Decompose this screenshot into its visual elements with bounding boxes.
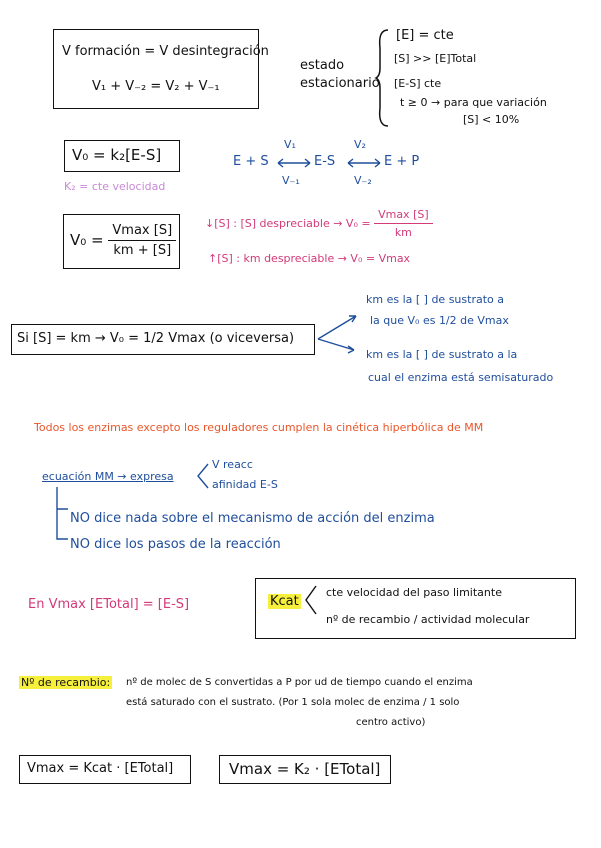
eq-mm-bracket xyxy=(196,462,210,492)
final-equation-2: Vmax = K₂ · [ETotal] xyxy=(229,760,381,778)
mm-numerator: Vmax [S] xyxy=(108,223,176,241)
stationary-label-2: estacionario xyxy=(300,76,380,91)
eq-mm-no-1: NO dice nada sobre el mecanismo de acción del enzima xyxy=(70,511,435,526)
eq-mm-label: ecuación MM → expresa xyxy=(42,470,174,483)
eq-mm-no-2: NO dice los pasos de la reacción xyxy=(70,537,281,552)
reaction-vm1: V₋₁ xyxy=(282,174,300,187)
km-def-1a: km es la [ ] de sustrato a xyxy=(366,293,504,306)
mm-denominator: km + [S] xyxy=(113,243,172,258)
low-s-text: ↓[S] : [S] despreciable → V₀ = xyxy=(205,217,371,230)
low-s-fraction xyxy=(374,208,433,239)
km-def-2a: km es la [ ] de sustrato a la xyxy=(366,348,518,361)
regulators-note: Todos los enzimas excepto los reguladores cumplen la cinética hiperbólica de MM xyxy=(34,421,484,434)
reaction-v2: V₂ xyxy=(354,138,366,151)
reaction-vm2: V₋₂ xyxy=(354,174,372,187)
kcat-label: Kcat xyxy=(270,594,299,609)
mm-fraction xyxy=(108,223,176,258)
stationary-cond-2: [S] >> [E]Total xyxy=(394,52,477,65)
recambio-line-2: está saturado con el sustrato. (Por 1 sola molec de enzima / 1 solo xyxy=(126,697,460,708)
formation-line-1: V formación = V desintegración xyxy=(62,44,269,59)
kcat-item-2: nº de recambio / actividad molecular xyxy=(326,613,530,626)
reaction-arrow-2 xyxy=(346,158,382,168)
eq-mm-item-1: V reacc xyxy=(212,458,253,471)
mm-lhs: V₀ = xyxy=(70,231,104,249)
stationary-cond-4b: [S] < 10% xyxy=(463,113,520,126)
stationary-cond-4: t ≥ 0 → para que variación xyxy=(400,96,547,109)
recambio-line-3: centro activo) xyxy=(356,717,426,728)
v0-equation: V₀ = k₂[E-S] xyxy=(72,146,162,164)
si-branch-arrows xyxy=(316,312,360,354)
stationary-label-1: estado xyxy=(300,58,345,73)
reaction-ep: E + P xyxy=(384,154,420,169)
mm-equation xyxy=(70,223,176,258)
kcat-bracket xyxy=(304,584,318,618)
vmax-line: En Vmax [ETotal] = [E-S] xyxy=(28,597,190,612)
low-s-line xyxy=(205,208,433,239)
reaction-arrow-1 xyxy=(276,158,312,168)
km-def-2b: cual el enzima está semisaturado xyxy=(368,371,554,384)
low-s-denominator: km xyxy=(394,226,412,239)
reaction-e-s: E + S xyxy=(233,154,269,169)
km-def-1b: la que V₀ es 1/2 de Vmax xyxy=(370,314,509,327)
stationary-cond-3: [E-S] cte xyxy=(394,77,442,90)
stationary-brace xyxy=(376,28,390,128)
reaction-v1: V₁ xyxy=(284,138,296,151)
k2-note: K₂ = cte velocidad xyxy=(64,180,166,193)
low-s-numerator: Vmax [S] xyxy=(374,208,433,224)
si-equation: Si [S] = km → V₀ = 1/2 Vmax (o viceversa) xyxy=(17,331,295,346)
eq-mm-tree xyxy=(54,487,70,547)
final-equation-1: Vmax = Kcat · [ETotal] xyxy=(27,761,174,776)
stationary-cond-1: [E] = cte xyxy=(396,28,454,43)
recambio-line-1: nº de molec de S convertidas a P por ud de tiempo cuando el enzima xyxy=(126,677,473,688)
formation-line-2: V₁ + V₋₂ = V₂ + V₋₁ xyxy=(92,79,220,94)
reaction-es: E-S xyxy=(314,154,336,169)
formation-box xyxy=(53,29,259,109)
kcat-item-1: cte velocidad del paso limitante xyxy=(326,586,502,599)
eq-mm-item-2: afinidad E-S xyxy=(212,478,278,491)
high-s-line: ↑[S] : km despreciable → V₀ = Vmax xyxy=(208,252,411,265)
recambio-label: Nº de recambio: xyxy=(21,676,111,689)
